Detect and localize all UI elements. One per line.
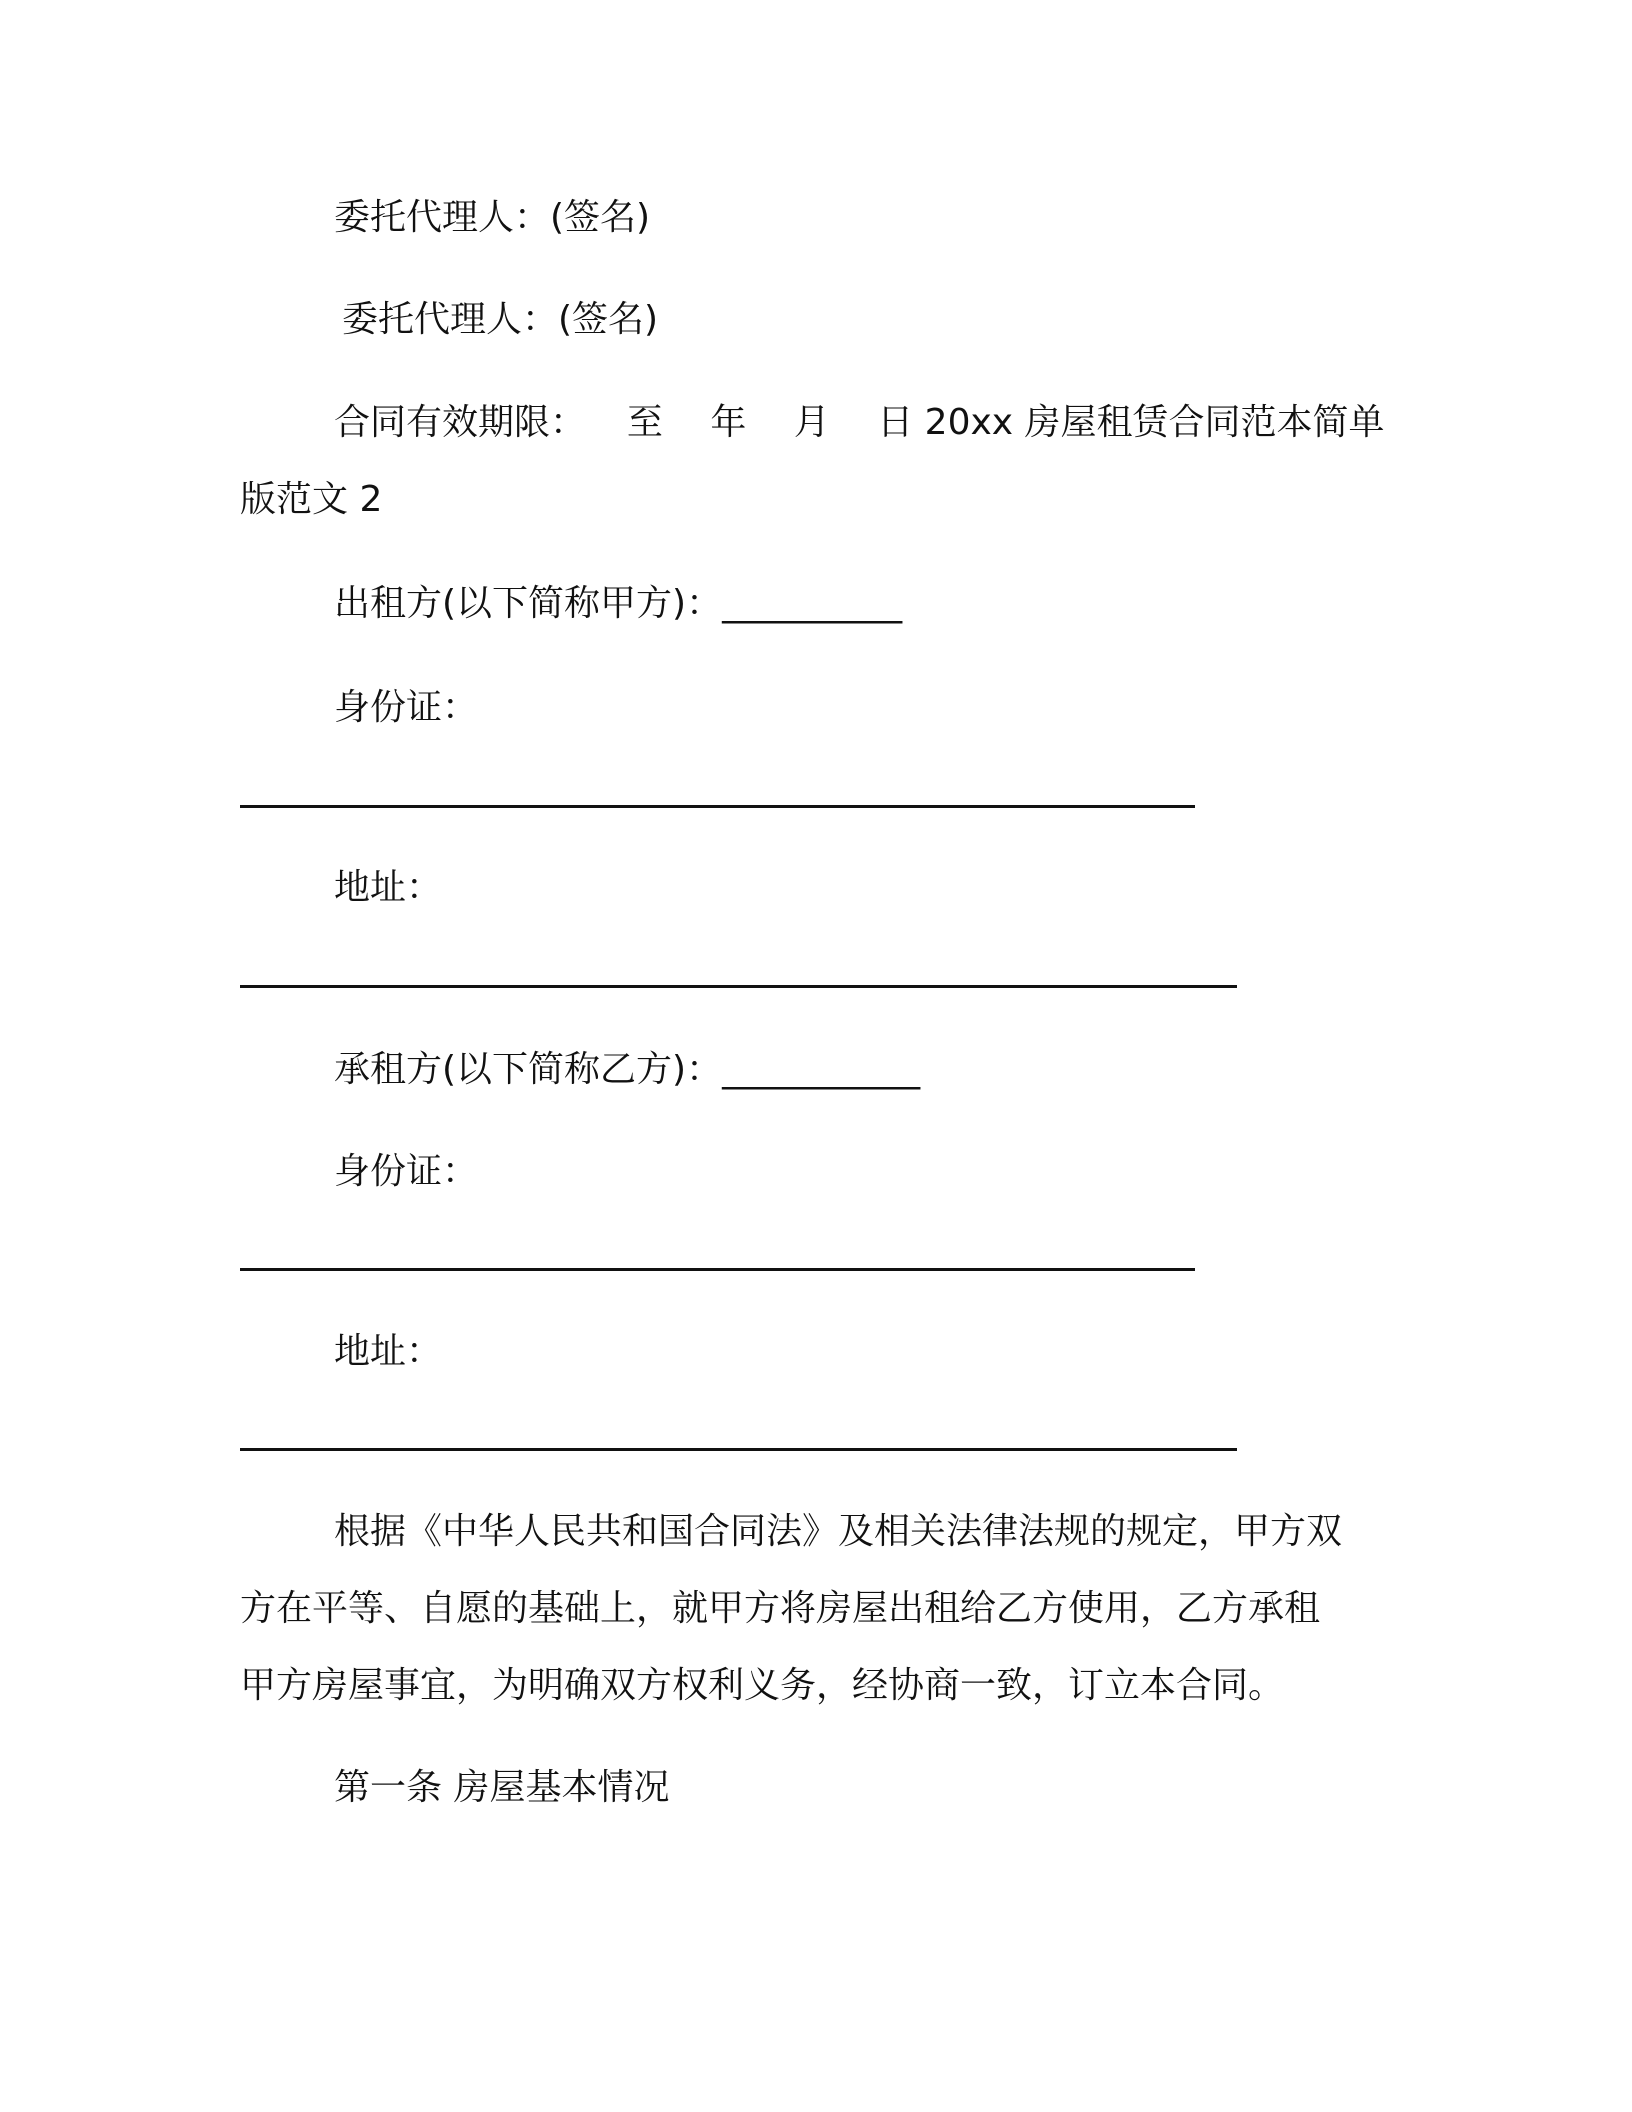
validity-line-1: 合同有效期限： 至 年 月 日 20xx 房屋租赁合同范本简单 bbox=[334, 402, 1385, 443]
lessee-id-label: 身份证： bbox=[334, 1151, 479, 1192]
article-1-heading: 第一条 房屋基本情况 bbox=[334, 1767, 670, 1808]
lessee-label: 承租方(以下简称乙方)：___________ bbox=[334, 1049, 921, 1090]
agent-signature-line-1: 委托代理人：(签名) bbox=[334, 197, 651, 238]
lessor-address-blank-line bbox=[240, 985, 1237, 988]
lessee-address-blank-line bbox=[240, 1448, 1237, 1451]
preamble-line-2: 方在平等、自愿的基础上，就甲方将房屋出租给乙方使用，乙方承租 bbox=[240, 1588, 1321, 1629]
lessee-address-label: 地址： bbox=[334, 1331, 443, 1372]
lessor-label: 出租方(以下简称甲方)：__________ bbox=[334, 583, 903, 624]
preamble-line-3: 甲方房屋事宜，为明确双方权利义务，经协商一致，订立本合同。 bbox=[240, 1665, 1285, 1706]
lessor-address-label: 地址： bbox=[334, 867, 443, 908]
agent-signature-line-2: 委托代理人：(签名) bbox=[342, 299, 659, 340]
lessor-id-blank-line bbox=[240, 805, 1195, 808]
preamble-line-1: 根据《中华人民共和国合同法》及相关法律法规的规定，甲方双 bbox=[334, 1511, 1343, 1552]
validity-line-2: 版范文 2 bbox=[240, 479, 383, 520]
lessee-id-blank-line bbox=[240, 1268, 1195, 1271]
lessor-id-label: 身份证： bbox=[334, 687, 479, 728]
